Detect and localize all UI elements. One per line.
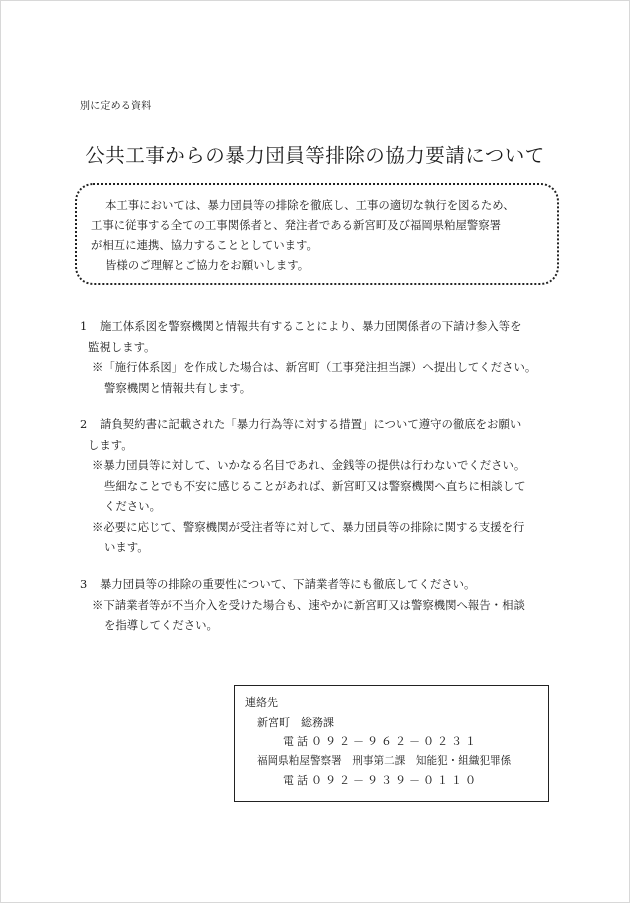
section-2-note: います。 [104,540,149,554]
intro-line: 本工事においては、暴力団員等の排除を徹底し、工事の適切な執行を図るため、 [105,198,515,212]
section-number: 3 [80,577,88,591]
contact-phone: 電話０９２－９３９－０１１０ [283,774,479,787]
section-2-note: ※必要に応じて、警察機関が受注者等に対して、暴力団員等の排除に関する支援を行 [92,519,525,534]
contact-phone: 電話０９２－９６２－０２３１ [283,735,479,748]
section-1-line: 監視します。 [88,339,156,354]
section-2 [80,414,525,558]
section-3-note: を指導してください。 [104,618,218,632]
section-2-note: 些細なことでも不安に感じることがあれば、新宮町又は警察機関へ直ちに相談して [104,478,526,493]
section-2-line: 2 請負契約書に記載された「暴力行為等に対する措置」について遵守の徹底をお願い [80,414,525,435]
section-3-line: 3 暴力団員等の排除の重要性について、下請業者等にも徹底してください。 [80,574,525,595]
section-2-line: します。 [88,437,133,452]
section-1-note: ※「施行体系図」を作成した場合は、新宮町（工事発注担当課）へ提出してください。 [92,360,537,374]
section-number: 2 [80,417,88,431]
section-3 [80,574,525,636]
contact-box [234,685,549,802]
intro-line: 皆様のご理解とご協力をお願いします。 [105,258,310,272]
contact-org: 新宮町 総務課 [257,715,334,729]
contact-org: 福岡県粕屋警察署 刑事第二課 知能犯・組織犯罪係 [257,754,512,767]
section-3-note: ※下請業者等が不当介入を受けた場合も、速やかに新宮町又は警察機関へ報告・相談 [92,597,525,612]
intro-line: 工事に従事する全ての工事関係者と、発注者である新宮町及び福岡県粕屋警察署 [91,218,502,232]
intro-box [75,183,559,285]
document-title: 公共工事からの暴力団員等排除の協力要請について [85,144,545,167]
section-number: 1 [80,319,88,333]
section-1-line: 1 施工体系図を警察機関と情報共有することにより、暴力団関係者の下請け参入等を [80,316,536,337]
section-1 [80,316,536,398]
document-label: 別に定める資料 [80,101,152,112]
intro-line: が相互に連携、協力することとしています。 [91,238,318,252]
section-2-note: ください。 [104,499,161,513]
section-1-note: 警察機関と情報共有します。 [104,380,252,395]
contact-heading: 連絡先 [245,696,278,709]
section-2-note: ※暴力団員等に対して、いかなる名目であれ、金銭等の提供は行わないでください。 [92,458,526,472]
